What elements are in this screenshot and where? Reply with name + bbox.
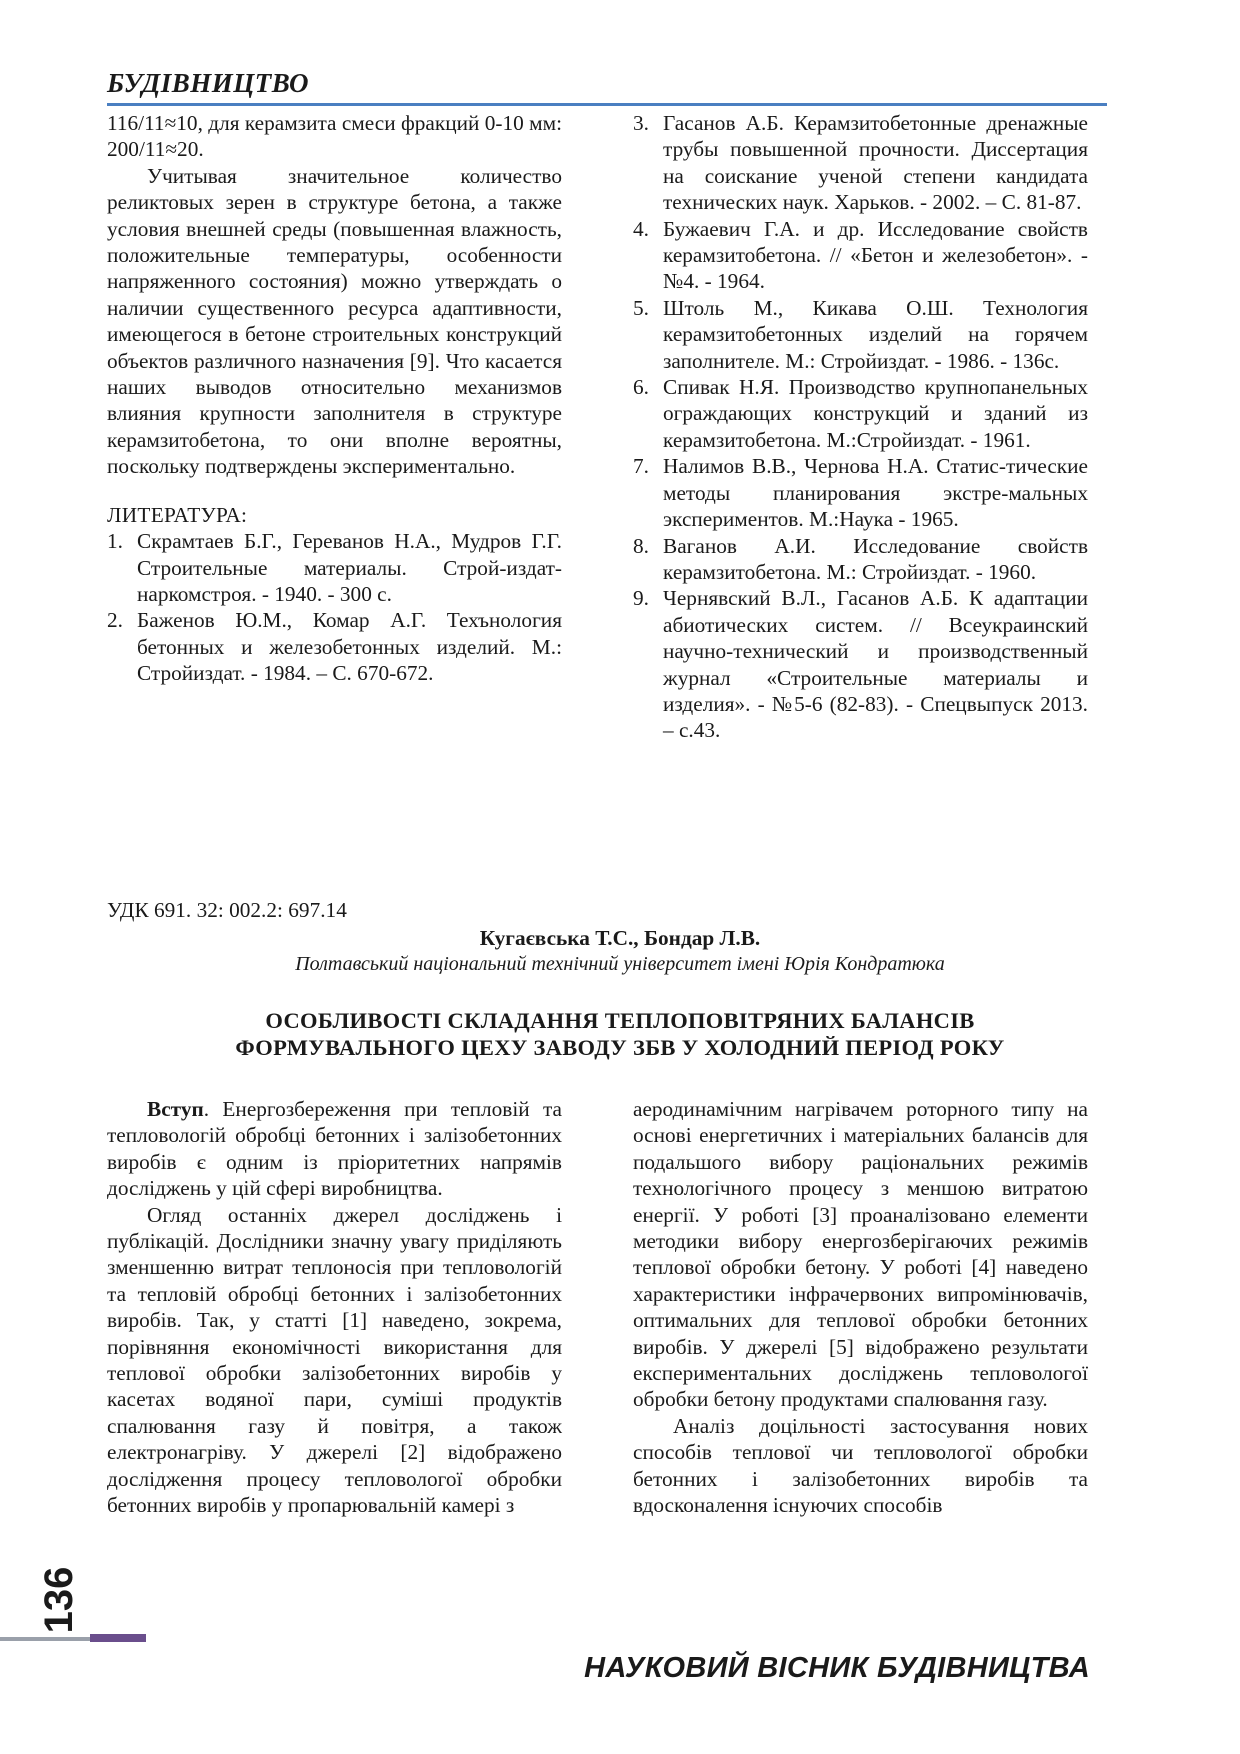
paragraph: Учитывая значительное количество реликтовых зерен в структуре бетона, а также условия внешней среды (повышенная влажность, положительные температуры, особенности напряженного состояния) можно утверждать о наличии существенного ресурса адаптивности, имеющегося в бетоне строительных конструкций объектов различного назначения [9]. Что касается наших выводов относительно механизмов влияния крупности заполнителя в структуре керамзитобетона, то они вполне вероятны, поскольку подтверждены экспериментально.: [107, 163, 562, 479]
article-right-column: [633, 1096, 1088, 1519]
reference-number: 7.: [633, 454, 649, 479]
udk-code: УДК 691. 32: 002.2: 697.14: [107, 898, 347, 922]
previous-article-right-column: [633, 110, 1088, 744]
literature-heading: ЛИТЕРАТУРА:: [107, 502, 248, 527]
header-rule: [107, 103, 1107, 106]
article-title: [140, 1007, 1100, 1061]
article-title-line: ОСОБЛИВОСТІ СКЛАДАННЯ ТЕПЛОПОВІТРЯНИХ БАЛАНСІВ: [265, 1008, 975, 1033]
reference-item: [107, 528, 562, 607]
paragraph: аеродинамічним нагрівачем роторного типу на основі енергетичних і матеріальних балансів для подальшого вибору раціональних режимів технологічного процесу з меншою витратою енергії. У роботі [3] проаналізовано елементи методики вибору енергозберігаючих режимів теплової обробки бетону. У роботі [4] наведено характеристики інфрачервоних випромінювачів, оптимальних для теплової обробки бетонних виробів. У джерелі [5] відображено результати експериментальних досліджень тепловологої обробки бетону продуктами спалювання газу.: [633, 1097, 1088, 1412]
page-number: 136: [36, 1566, 81, 1634]
reference-item: [633, 453, 1088, 532]
reference-item: [633, 295, 1088, 374]
footer-accent-bar: [90, 1634, 146, 1642]
previous-article-left-column: [107, 110, 562, 687]
reference-text: Спивак Н.Я. Производство крупнопанельных ограждающих конструкций и зданий из керамзитобетона. М.:Стройиздат. - 1961.: [663, 375, 1088, 452]
footer-rule: [0, 1637, 90, 1641]
reference-number: 3.: [633, 111, 649, 135]
reference-number: 9.: [633, 586, 649, 611]
paragraph: 116/11≈10, для керамзита смеси фракций 0-10 мм: 200/11≈20.: [107, 111, 562, 162]
article-title-line: ФОРМУВАЛЬНОГО ЦЕХУ ЗАВОДУ ЗБВ У ХОЛОДНИЙ ПЕРІОД РОКУ: [235, 1035, 1005, 1060]
reference-item: [633, 216, 1088, 295]
journal-title: НАУКОВИЙ ВІСНИК БУДІВНИЦТВА: [584, 1652, 1090, 1684]
reference-number: 4.: [633, 216, 649, 241]
reference-list: [107, 528, 562, 686]
reference-number: 1.: [107, 529, 123, 554]
intro-text: . Енергозбереження при тепловій та тепловологій обробці бетонних і залізобетонних виробів є одним із пріоритетних напрямів досліджень у цій сфері виробництва.: [107, 1097, 562, 1201]
reference-list: [633, 110, 1088, 744]
article-affiliation: Полтавський національний технічний університет імені Юрія Кондратюка: [295, 953, 945, 975]
reference-text: Скрамтаев Б.Г., Гереванов Н.А., Мудров Г.Г. Строительные материалы. Строй-издат-наркомстроя. - 1940. - 300 с.: [137, 529, 562, 606]
reference-item: [107, 607, 562, 686]
reference-number: 6.: [633, 375, 649, 400]
reference-item: [633, 110, 1088, 216]
reference-text: Бужаевич Г.А. и др. Исследование свойств керамзитобетона. // «Бетон и железобетон». - №4. - 1964.: [663, 216, 1088, 294]
reference-text: Гасанов А.Б. Керамзитобетонные дренажные трубы повышенной прочности. Диссертация на соискание ученой степени кандидата технических наук. Харьков. - 2002. – С. 81-87.: [663, 111, 1088, 215]
section-label: БУДІВНИЦТВО: [107, 68, 309, 98]
reference-item: [633, 374, 1088, 453]
article-authors: Кугаєвська Т.С., Бондар Л.В.: [479, 926, 761, 950]
reference-text: Баженов Ю.М., Комар А.Г. Техънология бетонных и железобетонных изделий. М.: Стройиздат. - 1984. – С. 670-672.: [137, 608, 562, 686]
paragraph: Аналіз доцільності застосування нових способів теплової чи тепловологої обробки бетонних і залізобетонних виробів та вдосконалення існуючих способів: [633, 1413, 1088, 1518]
reference-number: 2.: [107, 608, 123, 633]
reference-number: 5.: [633, 295, 649, 320]
intro-label: Вступ: [147, 1097, 204, 1121]
reference-text: Чернявский В.Л., Гасанов А.Б. К адаптации абиотических систем. // Всеукраинский научно-технический и производственный журнал «Строительные материалы и изделия». - №5-6 (82-83). - Спецвыпуск 2013. – с.43.: [663, 586, 1088, 743]
reference-text: Ваганов А.И. Исследование свойств керамзитобетона. М.: Стройиздат. - 1960.: [663, 533, 1088, 584]
paragraph: Огляд останніх джерел досліджень і публікацій. Дослідники значну увагу приділяють зменшенню витрат теплоносія при тепловологій та тепловій обробці бетонних і залізобетонних виробів. Так, у статті [1] наведено, зокрема, порівняння економічності використання для теплової обробки залізобетонних виробів у касетах водяної пари, суміші продуктів спалювання газу й повітря, а також електронагріву. У джерелі [2] відображено дослідження процесу тепловологої обробки бетонних виробів у пропарювальній камері з: [107, 1202, 562, 1518]
reference-number: 8.: [633, 533, 649, 558]
reference-text: Налимов В.В., Чернова Н.А. Статис-тические методы планирования экстре-мальных экспериментов. М.:Наука - 1965.: [663, 454, 1088, 532]
article-left-column: [107, 1096, 562, 1519]
reference-item: [633, 585, 1088, 743]
reference-text: Штоль М., Кикава О.Ш. Технология керамзитобетонных изделий на горячем заполнителе. М.: Стройиздат. - 1986. - 136с.: [663, 295, 1088, 373]
intro-paragraph: [107, 1096, 562, 1202]
reference-item: [633, 533, 1088, 586]
